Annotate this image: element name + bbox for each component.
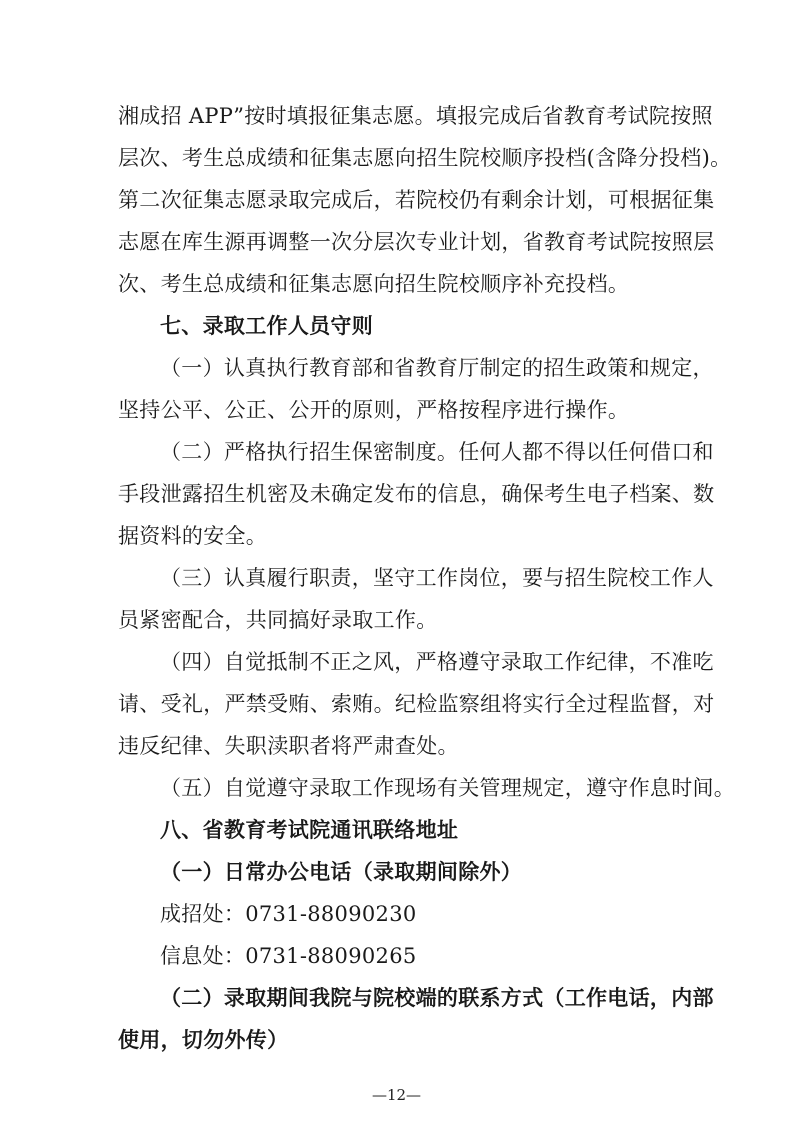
body-line: 次、考生总成绩和征集志愿向招生院校顺序补充投档。 bbox=[118, 272, 630, 296]
section-8-title: 八、省教育考试院通讯联络地址 bbox=[160, 818, 459, 842]
contact-line: 成招处：0731-88090230 bbox=[160, 902, 417, 926]
rule-1-line: 坚持公平、公正、公开的原则，严格按程序进行操作。 bbox=[118, 398, 630, 422]
subsection-1-title: （一）日常办公电话（录取期间除外） bbox=[160, 859, 523, 884]
rule-3-line: 员紧密配合，共同搞好录取工作。 bbox=[118, 608, 438, 632]
page-number: —12— bbox=[371, 1086, 422, 1104]
body-line: 第二次征集志愿录取完成后，若院校仍有剩余计划，可根据征集 bbox=[118, 188, 715, 212]
section-7-title: 七、录取工作人员守则 bbox=[160, 314, 373, 338]
rule-5-line: （五）自觉遵守录取工作现场有关管理规定，遵守作息时间。 bbox=[160, 776, 736, 800]
rule-4-line: 违反纪律、失职渎职者将严肃查处。 bbox=[118, 734, 459, 758]
subsection-2-title: （二）录取期间我院与院校端的联系方式（工作电话，内部 bbox=[160, 985, 714, 1010]
rule-1-line: （一）认真执行教育部和省教育厅制定的招生政策和规定， bbox=[160, 356, 714, 380]
rule-2-line: 据资料的安全。 bbox=[118, 524, 268, 548]
body-line: 层次、考生总成绩和征集志愿向招生院校顺序投档(含降分投档)。 bbox=[118, 146, 732, 170]
contact-line: 信息处：0731-88090265 bbox=[160, 944, 417, 968]
subsection-2-title-cont: 使用，切勿外传） bbox=[118, 1027, 289, 1052]
rule-3-line: （三）认真履行职责，坚守工作岗位，要与招生院校工作人 bbox=[160, 566, 714, 590]
rule-2-line: （二）严格执行招生保密制度。任何人都不得以任何借口和 bbox=[160, 440, 714, 464]
rule-2-line: 手段泄露招生机密及未确定发布的信息，确保考生电子档案、数 bbox=[118, 482, 715, 506]
rule-4-line: 请、受礼，严禁受贿、索贿。纪检监察组将实行全过程监督，对 bbox=[118, 692, 715, 716]
body-line: 湘成招 APP”按时填报征集志愿。填报完成后省教育考试院按照 bbox=[118, 104, 713, 128]
rule-4-line: （四）自觉抵制不正之风，严格遵守录取工作纪律，不准吃 bbox=[160, 650, 714, 674]
body-line: 志愿在库生源再调整一次分层次专业计划，省教育考试院按照层 bbox=[118, 230, 715, 254]
